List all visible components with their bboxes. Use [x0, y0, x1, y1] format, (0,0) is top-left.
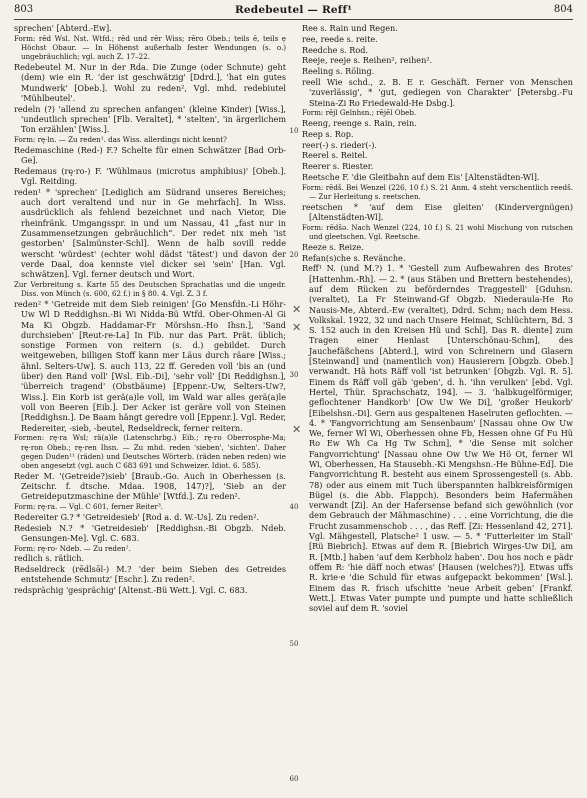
line-number: 50: [289, 640, 299, 648]
header-rule: [14, 19, 573, 20]
dictionary-entry: reden² * 'Getreide mit dem Sieb reinigen' [Go Mensfdn.-Li Höhr-Uw Wl D Reddighsn.-Bi Wi Nidda-Bü Wtfd. Ober-Ohmen-Al Gi Ma Ki Obgzb. Haddamar-Fr Mörshsn.-Ho Ihsn.], 'Sand durchsieben' [Reut-re-La] In Fib. nur das Part. Prät. üblich; sonstige Formen von reitern (s. d.) gebildet. Durch weitgeweben, billigen Stoff kann mer Läus durch räare [Wiss.; ähnl. Selters-Uw]. S. auch 113, 22 ff. Gereden voll 'bis an (und über) den Rand voll' [Wsl. Eib.-Di], 'sehr voll' [Di Reddighsn.], 'überreich tragend' (Obstbäume) [Eppenr.-Uw, Selters-Uw?, Wiss.]. Ein Korb ist gerä(a)le voll, im Wald war alles gerä(a)le voll von Beeren [Eib.]. Der Acker ist geräre voll von Steinen [Reddighsn.]. De Baam hängt geredre voll [Eppenr.]. Vgl. Reder, Redereiter, -sieb, -beutel, Redseldreck, ferner reitern.: [14, 298, 286, 433]
dictionary-entry: reer(-) s. rieder(-).: [302, 139, 377, 150]
line-number: 60: [289, 775, 299, 783]
dictionary-entry: Reerel s. Reitel.: [302, 150, 368, 161]
running-title: Redebeutel — Reff¹: [234, 4, 353, 16]
dictionary-entry: Reder M. '(Getreide?)sieb' [Braub.-Go. Auch in Oberhessen (s. Zeitschr. f. dtsche. Mdaa. 1908, 147)?], 'Sieb an der Getreideputzmaschine der Mühle' [Wtfd.]. Zu reden².: [14, 470, 286, 502]
line-number-gutter: [286, 23, 302, 798]
form-note: Zur Verbreitung s. Karte 55 des Deutschen Sprachatlas und die ungedr. Diss. von Münch (s. 600, 62 f.) in § 80. 4. Vgl. Z. 3 f.: [14, 280, 286, 299]
dictionary-entry: Reff¹ N. (und M.?) 1. * 'Gestell zum Aufbewahren des Brotes' [Hattenhm.-Rh]. — 2. * (aus Stäben und Brettern bestehendes), auf dem Rücken zu beförderndes Traggestell' [Gduhsn. (veraltet), La Fr Steinwand-Gf Obgzb. Niederaula-He Ro Nausis-Me, Abterd.-Ew (veraltet), Ddrd. Schm; nach dem Hess. Volkskal. 1922, 32 und nach Unsere Heimat, Schlüchtern, Bd. 3 S. 152 auch in den Kreisen Hü und Schl]. Das R. diente] zum Tragen einer Henlast [Unterschönau-Schm], des Jauchefäßchens [Abterd.], wird von Schreinern und Glasern [Steinwand] und (namentlich von) Hausierern [Obgzb. Obeb.] verwandt. Hä hots Räff voll 'ist betrunken' [Obgzb. Vgl. R. 5]. Einem ds Räff voll gäb 'geben', d. h. 'ihn verulken' [ebd. Vgl. Hertel, Thür. Sprachschatz, 194]. — 3. 'halbkugelförmiger, geflochtener Handkorb' [Ow Uw We Di], 'großer Heukorb' [Eibelshsn.-Di]. Gern aus gespaltenen Haselruten geflochten. — 4. * 'Fangvorrichtung am Sensenbaum' [Nassau ohne Ow Uw We, ferner Wl Wi, Oberhessen ohne Fb, Hessen ohne Gf Fu Hü Ro Ew Wh Ca Hg Tw Schm], * 'die Sense mit solcher Fangvorrichtung' [Nassau ohne Ow Uw We Hö Ot, ferner Wl Wi, Oberhessen, Ha Stausebh.-Ki Mengshsn.-He Bühne-Ed]. Die Fangvorrichtung R. besteht aus einem Sprossengestell (s. Abb. 78) oder aus einem mit Tuch überspannten halbkreisförmigen Bügel (s. die Abb. Flappch). Besonders beim Hafermähen verwandt [Zi]. An der Hafersense befand sich gewöhnlich (vor dem Gebrauch der Mähmaschine) . . . eine Vorrichtung, die die Frucht zusammenschob . . . , das Reff. [Zi: Hessenland 42, 271]. Vgl. Mähgestell, Platsche² 1 usw. — 5. * 'Futterleiter im Stall' [Rü Biebrich]. Etwas auf dem R. [Biebrich Wirges-Uw Di], am R. [Mtb.] haben 'auf dem Kerbholz haben'. Dou hos noch e pädr offem R: 'hie däff noch etwas' [Hausen (welches?)]. Etwas uffs R. krie·e 'die Schuld für etwas aufgepackt bekommen' [Wsl.]. Einem das R. frisch ufschitte 'neue Arbeit geben' [Frankf. Wett.]. Etwas Vater pumpte und pumpte und hatte schließlich soviel auf dem R. 'soviel: [302, 263, 573, 614]
line-number: 40: [289, 503, 299, 511]
dictionary-entry: Reeje, reeje s. Reihen², reihen².: [302, 55, 433, 66]
left-column: [14, 23, 286, 794]
form-note: Form: rēdšə. Nach Wenzel (224, 10 f.) S. 21 wohl Mischung von rutschen und gleetschen. Vgl. Reetsche.: [302, 222, 573, 242]
running-header: [14, 4, 573, 18]
dictionary-entry: Reedche s. Rod.: [302, 44, 368, 55]
dictionary-entry: redlich s. rätlich.: [14, 553, 85, 564]
dictionary-entry: sprechen' [Abterd.-Ew].: [14, 23, 112, 33]
dictionary-entry: Reeze s. Reize.: [302, 241, 364, 252]
right-page-number: 804: [553, 4, 573, 15]
dictionary-entry: redsprächig 'gesprächig' [Altenst.-Bü Wett.]. Vgl. C. 683.: [14, 585, 248, 596]
dictionary-entry: Redebeutel M. Nur in der Rda. Die Zunge (oder Schnute) geht (dem) wie ein R. 'der ist geschwätzig' [Ddrd.], 'hat ein gutes Mundwerk' [Obeb.]. Wohl zu reden², Vgl. mhd. redebiutel 'Mühlbeutel'.: [14, 61, 286, 103]
dictionary-entry: Redemaschine (Red-) F.? Schelte für einen Schwätzer [Bad Orb-Ge].: [14, 144, 286, 165]
left-page-number: 803: [14, 4, 34, 15]
dictionary-entry: Reerer s. Riester.: [302, 161, 374, 172]
pencil-mark: ✕: [292, 423, 302, 436]
pencil-mark: ✕: [292, 303, 302, 316]
dictionary-entry: redeln (?) 'allend zu sprechen anfangen' (kleine Kinder) [Wiss.], 'undeutlich sprechen' [Flb. Veraltet], * 'stelten', 'in ärgerlichem Ton erzählen' [Wiss.].: [14, 103, 286, 135]
dictionary-entry: ree, reede s. reite.: [302, 33, 378, 44]
dictionary-entry: Redseldreck (rēdlsə̄l-) M.? 'der beim Sieben des Getreides entstehende Schmutz' [Eschr.]. Zu reden².: [14, 564, 286, 585]
dictionary-entry: Reeng, reenge s. Rain, rein.: [302, 118, 417, 129]
line-number: 20: [289, 251, 299, 259]
form-note: Formen: rę·ra Wsl; rä(a)le (Latenschrbg.) Eib.; rę·ro Oberrosphe-Ma; rę·ron Obeb.; rę·ren Ihsn. — Zu mhd. reden 'sieben', 'sichten'. Daher gegen Duden¹¹ (räden) und Deutsches Wörterb. (räden neben reden) wie oben angesetzt (vgl. auch C 683 691 und Schweizer. Idiot. 6. 585).: [14, 433, 286, 470]
dictionary-entry: Refan(s)che s. Revänche.: [302, 252, 406, 263]
dictionary-entry: reetschen * 'auf dem Eise gleiten' (Kindervergnügen) [Altenstädten-Wl].: [302, 201, 573, 223]
form-note: Form: rę·ln. — Zu reden¹. das Wiss. allerdings nicht kennt?: [14, 134, 227, 144]
form-note: Form: rę·ro- Ndeb. — Zu reden².: [14, 543, 131, 553]
dictionary-entry: Reetsche F. 'die Gleitbahn auf dem Eis' [Altenstädten-Wl].: [302, 172, 540, 183]
right-column: [302, 23, 573, 794]
dictionary-entry: Reeling s. Röling.: [302, 66, 375, 77]
dictionary-entry: Reep s. Rop.: [302, 128, 354, 139]
dictionary-entry: reell Wie schd., z. B. E r. Geschäft. Ferner von Menschen 'zuverlässig', * 'gut, gediegen von Charakter' [Petersbg.-Fu Steina-Zi Ro Friedewald-He Dsbg.].: [302, 76, 573, 108]
form-note: Form: rēd Wsl. Nst. Wtfd.; rēd und rēr Wiss; rēro Obeb.; teils ē, teils ẹ Höchst Obaur. — In Höhenst außerhalb fester Wendungen (s. o.) ungebräuchlich; vgl. auch Z. 17–22.: [14, 33, 286, 62]
form-note: Form: rēdš. Bei Wenzel (226, 10 f.) S. 21 Anm. 4 steht verschentlich reedš. — Zur Herleitung s. reetschen.: [302, 182, 573, 202]
line-number: 30: [289, 371, 299, 379]
form-note: Form: rę·ra. — Vgl. C 601, ferner Reiter³.: [14, 502, 164, 512]
dictionary-entry: Redesieb N.? * 'Getreidesieb' [Reddighsn.-Bi Obgzb. Ndeb. Gensungen-Me]. Vgl. C. 683.: [14, 522, 286, 543]
pencil-mark: ✕: [292, 321, 302, 334]
line-number: 10: [289, 127, 299, 135]
dictionary-entry: Ree s. Rain und Regen.: [302, 23, 398, 33]
dictionary-entry: reden¹ * 'sprechen' [Lediglich am Südrand unseres Bereiches; auch dort veraltend und nur in Ge mehrfach]. In Wiss. ausdrücklich als fehlend bezeichnet und nach Vietor, Die rheinfränk. Umgangsspr. in und um Nassau, 41 „fast nur in Zusammensetzungen gebräuchlich“. Der redet nix meh 'ist gestorben' [Salmünster-Schl]. Wenn de halb sovill redde werscht 'würdest' (echter wohl dädst 'tätest') und davon der verde Daal, doa kennste viel dicker sei 'sein' [Han. Vgl. schwätzen]. Vgl. ferner deutsch und Wort.: [14, 186, 286, 280]
dictionary-entry: Redereiter G.? * 'Getreidesieb' [Rod a. d. W.-Us]. Zu reden².: [14, 511, 260, 522]
dictionary-entry: Redemaus (rę·ro-) F. 'Wühlmaus (microtus amphibius)' [Obeb.]. Vgl. Reitding.: [14, 165, 286, 187]
form-note: Form: rējl Gelnhsn.; rējēl Obeb.: [302, 108, 417, 118]
